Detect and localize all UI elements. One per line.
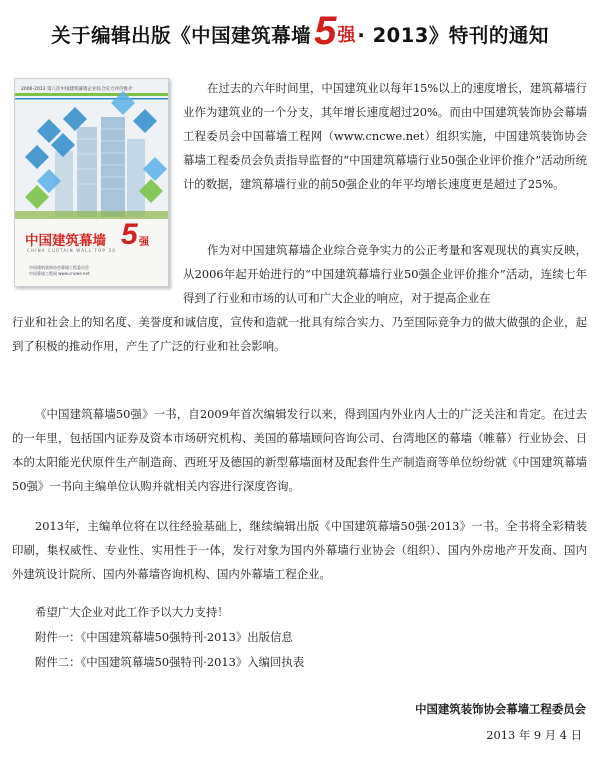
paragraph-2013-edition: 2013年，主编单位将在以往经验基础上，继续编辑出版《中国建筑幕墙50强·2013》一书。全书将全彩精装印刷，集权威性、专业性、实用性于一体，发行对象为国内外幕墙行业协会（组织）、国内外房地产开发商、国内外建筑设计院所、国内外幕墙咨询机构、国内外幕墙工程企业。: [12, 519, 587, 581]
cover-publisher-line2: 中国幕墙工程网 www.cncwe.net: [29, 271, 90, 276]
signature-date: 2013 年 9 月 4 日: [486, 728, 582, 742]
title-qiang: 强: [337, 25, 356, 46]
attachment-two: 附件二：《中国建筑幕墙50强特刊·2013》入编回执表: [35, 655, 305, 669]
title-text-suffix: · 2013》特刊的通知: [357, 24, 549, 47]
attachment-one: 附件一：《中国建筑幕墙50强特刊·2013》出版信息: [35, 630, 293, 644]
paragraph-growth: 在过去的六年时间里，中国建筑业以每年15%以上的速度增长，建筑幕墙行业作为建筑业的一个分支，其年增长速度超过20%。而由中国建筑装饰协会幕墙工程委员会中国幕墙工程网（www.cncwe.net）组织实施，中国建筑装饰协会幕墙工程委员会负责指导监督的“中国建筑幕墙行业50强企业评价推介”活动所统计的数据，建筑幕墙行业的前50强企业的年平均增长速度更是超过了25%。: [183, 81, 587, 191]
book-cover-image: [14, 78, 169, 287]
paragraph-evaluation-part2: 行业和社会上的知名度、美誉度和诚信度，宣传和造就一批具有综合实力、乃至国际竞争力的做大做强的企业，起到了积极的推动作用，产生了广泛的行业和社会影响。: [12, 315, 587, 353]
cover-qiang: 强: [139, 237, 149, 248]
cover-publisher: [29, 265, 90, 277]
cover-top-text: 2006-2013 第八次中国建筑幕墙企业综合实力评价推介: [21, 87, 133, 92]
title-text-prefix: 关于编辑出版《中国建筑幕墙: [51, 24, 312, 47]
signature-organization: 中国建筑装饰协会幕墙工程委员会: [415, 702, 586, 716]
paragraph-book-history: 《中国建筑幕墙50强》一书，自2009年首次编辑发行以来，得到国内外业内人士的广泛关注和肯定。在过去的一年里，包括国内证券及资本市场研究机构、美国的幕墙顾问咨询公司、台湾地区的幕墙（帷幕）行业协会、日本的太阳能光伏原件生产制造商、西班牙及德国的新型幕墙面材及配套件生产制造商等单位纷纷就《中国建筑幕墙50强》一书向主编单位认购并就相关内容进行深度咨询。: [12, 407, 587, 493]
title-five: 5: [314, 9, 337, 53]
paragraph-support: 希望广大企业对此工作予以大力支持！: [35, 605, 229, 619]
paragraph-evaluation-part1: 作为对中国建筑幕墙企业综合竞争实力的公正考量和客观现状的真实反映，从2006年起开始进行的“中国建筑幕墙行业50强企业评价推介”活动，连续七年得到了行业和市场的认可和广大企业的响应，对于提高企业在: [183, 243, 587, 305]
cover-publisher-line1: 中国建筑装饰协会幕墙工程委员会: [29, 265, 89, 270]
page-title: [0, 9, 600, 54]
cover-five: 5: [121, 218, 138, 251]
cover-title: 中国建筑幕墙: [25, 233, 106, 249]
cover-english-title: CHINA CURTAIN WALL TOP 50: [27, 248, 117, 253]
cover-artwork: [15, 79, 168, 286]
